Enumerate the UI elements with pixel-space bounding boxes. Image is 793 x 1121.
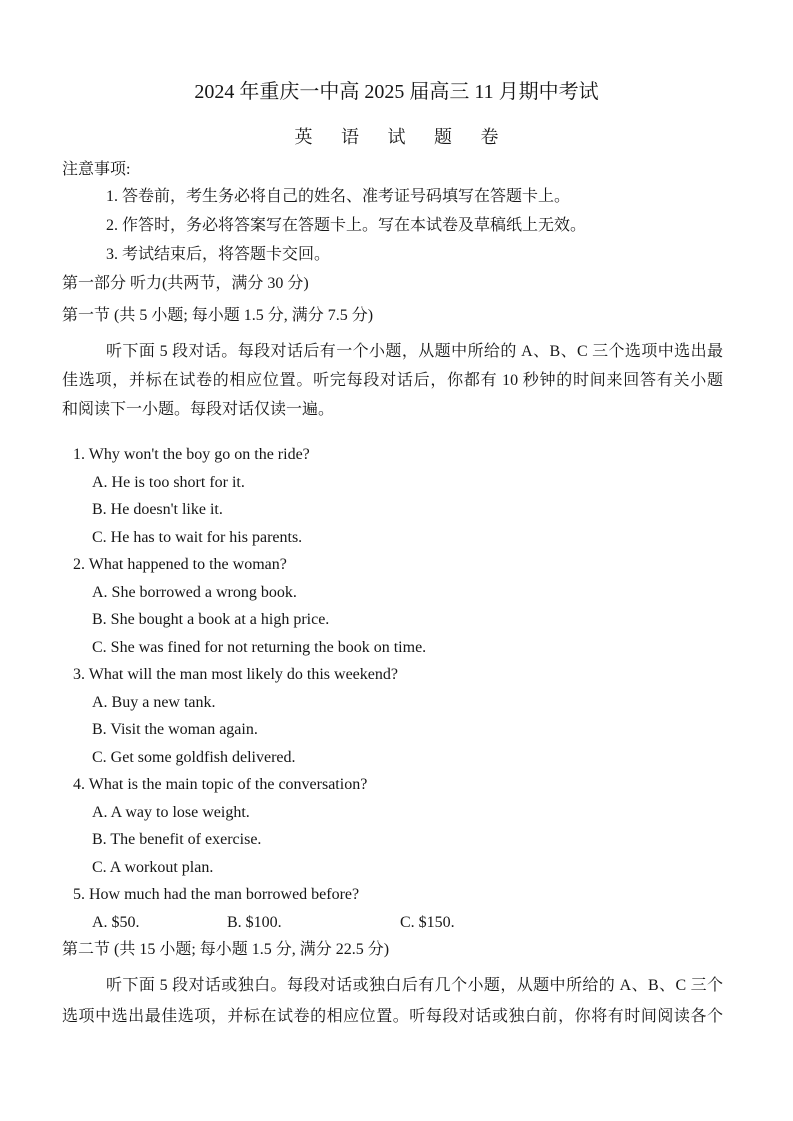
question-3-text: 3. What will the man most likely do this weekend? <box>73 666 398 683</box>
instruction-line: 和阅读下一小题。每段对话仅读一遍。 <box>62 401 335 418</box>
section1-instructions <box>62 337 723 424</box>
question-4-text: 4. What is the main topic of the conversation? <box>73 776 368 793</box>
question-5-option-row <box>62 909 723 937</box>
question-1-text: 1. Why won't the boy go on the ride? <box>73 446 310 463</box>
instruction-line: 听下面 5 段对话或独白。每段对话或独白后有几个小题，从题中所给的 A、B、C 三个 <box>106 977 723 994</box>
question-5-option-a: A. $50. <box>92 913 140 931</box>
question-5-text: 5. How much had the man borrowed before? <box>73 886 360 903</box>
question-2-option-c: C. She was fined for not returning the book on time. <box>92 638 427 656</box>
section1-heading: 第一节 (共 5 小题; 每小题 1.5 分, 满分 7.5 分) <box>62 307 374 324</box>
question-list <box>62 441 723 936</box>
question-4-option-a: A. A way to lose weight. <box>92 803 250 821</box>
notice-item-2: 2. 作答时，务必将答案写在答题卡上。写在本试卷及草稿纸上无效。 <box>106 217 587 234</box>
part1-heading: 第一部分 听力(共两节，满分 30 分) <box>62 275 309 292</box>
instruction-line: 听下面 5 段对话。每段对话后有一个小题，从题中所给的 A、B、C 三个选项中选出最 <box>106 343 723 360</box>
instruction-line: 选项中选出最佳选项，并标在试卷的相应位置。听每段对话或独白前，你将有时间阅读各个 <box>62 1008 723 1025</box>
instruction-line: 佳选项，并标在试卷的相应位置。听完每段对话后，你都有 10 秒钟的时间来回答有关小题 <box>62 372 723 389</box>
notice-heading: 注意事项: <box>62 161 131 178</box>
section2-instructions <box>62 970 723 1032</box>
question-5-option-c: C. $150. <box>400 913 455 931</box>
exam-subtitle: 英 语 试 题 卷 <box>294 127 511 147</box>
question-4-option-b: B. The benefit of exercise. <box>92 831 262 848</box>
question-2-option-a: A. She borrowed a wrong book. <box>92 583 297 601</box>
exam-title: 2024 年重庆一中高 2025 届高三 11 月期中考试 <box>194 81 599 103</box>
section2-heading: 第二节 (共 15 小题; 每小题 1.5 分, 满分 22.5 分) <box>62 941 390 958</box>
question-1-option-b: B. He doesn't like it. <box>92 501 223 518</box>
question-2-text: 2. What happened to the woman? <box>73 556 287 573</box>
notice-item-3: 3. 考试结束后，将答题卡交回。 <box>106 246 331 263</box>
question-1-option-a: A. He is too short for it. <box>92 473 245 491</box>
notice-list <box>62 182 723 269</box>
question-3-option-a: A. Buy a new tank. <box>92 693 216 711</box>
question-5-option-b: B. $100. <box>227 913 282 931</box>
notice-item-1: 1. 答卷前，考生务必将自己的姓名、准考证号码填写在答题卡上。 <box>106 188 571 205</box>
question-3-option-b: B. Visit the woman again. <box>92 721 258 738</box>
question-4-option-c: C. A workout plan. <box>92 858 214 876</box>
question-2-option-b: B. She bought a book at a high price. <box>92 611 330 628</box>
question-3-option-c: C. Get some goldfish delivered. <box>92 748 296 766</box>
question-1-option-c: C. He has to wait for his parents. <box>92 528 303 546</box>
